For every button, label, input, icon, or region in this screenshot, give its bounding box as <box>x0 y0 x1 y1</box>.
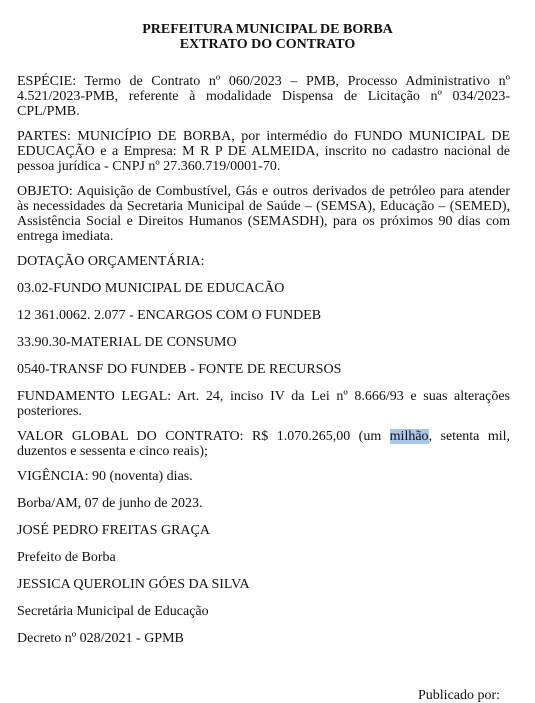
especie-paragraph: ESPÉCIE: Termo de Contrato nº 060/2023 – PMB, Processo Administrativo nº 4.521/2023-PMB, referente à modalidade Dispensa de Licitação nº 034/2023-CPL/PMB. <box>17 74 510 119</box>
selected-text-highlight[interactable]: milhão <box>389 429 429 444</box>
decreto-reference: Decreto nº 028/2021 - GPMB <box>17 631 184 646</box>
dotacao-item: 33.90.30-MATERIAL DE CONSUMO <box>17 335 237 350</box>
dotacao-item: 12 361.0062. 2.077 - ENCARGOS COM O FUNDEB <box>17 308 322 323</box>
document-body <box>17 74 510 658</box>
valor-text-before: VALOR GLOBAL DO CONTRATO: R$ 1.070.265,00 (um <box>17 429 390 444</box>
local-data: Borba/AM, 07 de junho de 2023. <box>17 496 203 511</box>
header-title-line2: EXTRATO DO CONTRATO <box>179 37 356 52</box>
objeto-paragraph: OBJETO: Aquisição de Combustível, Gás e outros derivados de petróleo para atender às necessidades da Secretaria Municipal de Saúde – (SEMSA), Educação – (SEMED), Assistência Social e Direitos Humanos (SEMASDH), para os próximos 90 dias com entrega imediata. <box>17 184 510 244</box>
signatory-name: JESSICA QUEROLIN GÓES DA SILVA <box>17 577 250 592</box>
valor-paragraph <box>17 429 510 459</box>
footer-published-by: Publicado por: <box>418 688 501 703</box>
fundamento-paragraph: FUNDAMENTO LEGAL: Art. 24, inciso IV da Lei nº 8.666/93 e suas alterações posteriores. <box>17 389 510 419</box>
dotacao-item: 03.02-FUNDO MUNICIPAL DE EDUCACÃO <box>17 281 285 296</box>
signatory-role: Prefeito de Borba <box>17 550 116 565</box>
signatory-role: Secretária Municipal de Educação <box>17 604 209 619</box>
partes-paragraph: PARTES: MUNICÍPIO DE BORBA, por intermédio do FUNDO MUNICIPAL DE EDUCAÇÃO e a Empresa: M R P DE ALMEIDA, inscrito no cadastro nacional de pessoa jurídica - CNPJ nº 27.360.719/0001-70. <box>17 129 510 174</box>
signatory-name: JOSÉ PEDRO FREITAS GRAÇA <box>17 523 210 538</box>
dotacao-item: 0540-TRANSF DO FUNDEB - FONTE DE RECURSOS <box>17 362 342 377</box>
document-header <box>0 22 535 52</box>
dotacao-title: DOTAÇÃO ORÇAMENTÁRIA: <box>17 254 205 269</box>
valor-text-after: , setenta mil, duzentos e sessenta e cinco reais); <box>17 429 510 459</box>
header-title-line1: PREFEITURA MUNICIPAL DE BORBA <box>142 22 393 37</box>
vigencia-paragraph: VIGÊNCIA: 90 (noventa) dias. <box>17 469 193 484</box>
